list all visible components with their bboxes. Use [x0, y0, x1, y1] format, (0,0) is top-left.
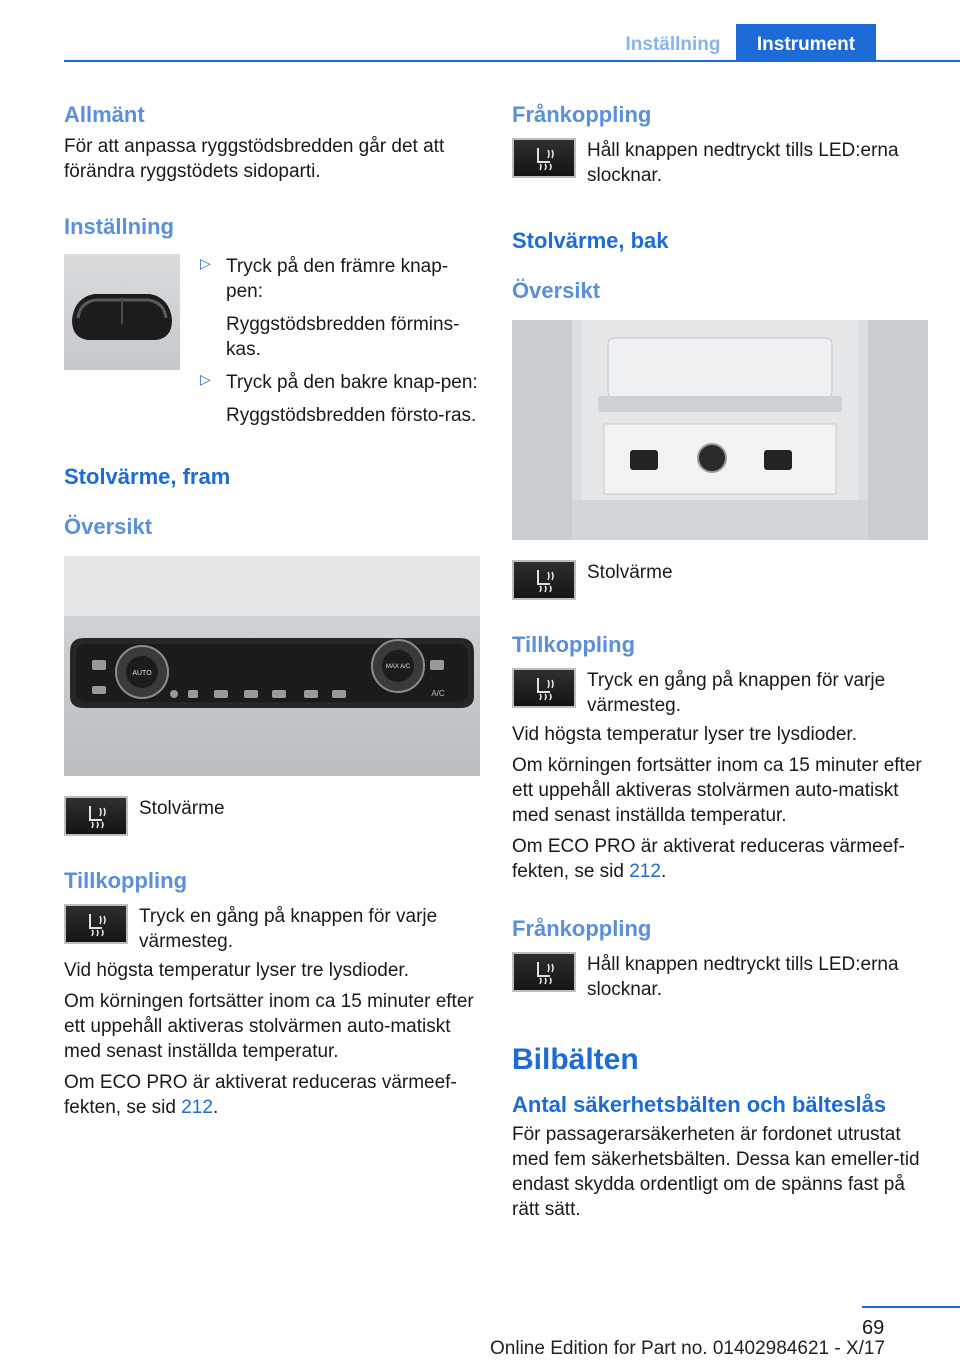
front-tillkoppling-row — [64, 904, 480, 954]
belts-subheading: Antal säkerhetsbälten och bälteslås — [512, 1092, 887, 1117]
belts-heading: Bilbälten — [512, 1043, 639, 1076]
rear-console-icon — [512, 320, 928, 540]
rear-frankoppling-row — [512, 952, 928, 1002]
left-column — [64, 100, 480, 1120]
list-item: ▷ Tryck på den främre knap-pen: Ryggstödsbredden förmins-kas. — [200, 254, 480, 362]
seat-heating-button-icon — [512, 560, 576, 600]
svg-text:AUTO: AUTO — [132, 670, 152, 677]
front-heating-heading: Stolvärme, fram — [64, 464, 231, 489]
climate-panel-icon — [64, 556, 480, 776]
rear-heating-heading: Stolvärme, bak — [512, 228, 669, 253]
front-p3: Om ECO PRO är aktiverat reduceras värmeef-fekten, se sid 212. — [64, 1072, 457, 1118]
frankoppling-row — [512, 138, 928, 188]
allmant-text: För att anpassa ryggstödsbredden går det att förändra ryggstödets sidoparti. — [64, 136, 445, 182]
seat-heating-button-icon — [64, 796, 128, 836]
backrest-button-icon — [64, 254, 180, 370]
frankoppling-heading: Frånkoppling — [512, 102, 652, 127]
rear-icon-caption: Stolvärme — [587, 562, 673, 583]
seat-heating-button-icon — [512, 668, 576, 708]
front-oversikt-heading: Översikt — [64, 514, 153, 539]
page-header — [0, 0, 960, 62]
belts-text: För passagerarsäkerheten är fordonet utrustat med fem säkerhetsbälten. Dessa kan emeller-tid endast skydda ordentligt om de spänns fast på rätt sätt. — [512, 1124, 920, 1220]
rear-frankoppling-text: Håll knappen nedtryckt tills LED:erna slocknar. — [587, 954, 899, 1000]
list-item: ▷ Tryck på den bakre knap-pen: Ryggstödsbredden försto-ras. — [200, 370, 480, 428]
svg-text:MAX A/C: MAX A/C — [385, 664, 411, 670]
rear-p3: Om ECO PRO är aktiverat reduceras värmeef-fekten, se sid 212. — [512, 836, 905, 882]
svg-text:A/C: A/C — [431, 689, 445, 698]
front-tillkoppling-text: Tryck en gång på knappen för varje värmesteg. — [139, 906, 438, 952]
installning-heading: Inställning — [64, 214, 174, 239]
rear-p2: Om körningen fortsätter inom ca 15 minuter efter ett uppehåll aktiveras stolvärmen auto-matiskt med senast inställda temperatur. — [512, 755, 922, 826]
rear-oversikt-heading: Översikt — [512, 278, 601, 303]
backrest-button-photo — [64, 254, 180, 370]
edition-note: Online Edition for Part no. 01402984621 - X/17 — [490, 1338, 886, 1359]
front-climate-panel-photo — [64, 556, 480, 776]
footer-rule — [862, 1306, 960, 1308]
rear-tillkoppling-text: Tryck en gång på knappen för varje värmesteg. — [587, 670, 886, 716]
page-link[interactable]: 212 — [181, 1097, 213, 1118]
seat-heating-button-icon — [512, 138, 576, 178]
front-icon-caption-row — [64, 796, 480, 836]
front-tillkoppling-heading: Tillkoppling — [64, 868, 188, 893]
rear-console-photo — [512, 320, 928, 540]
rear-frankoppling-heading: Frånkoppling — [512, 916, 652, 941]
front-p2: Om körningen fortsätter inom ca 15 minuter efter ett uppehåll aktiveras stolvärmen auto-matiskt med senast inställda temperatur. — [64, 991, 474, 1062]
right-column — [512, 100, 928, 1222]
section-tab[interactable]: Inställning — [625, 34, 721, 55]
rear-tillkoppling-heading: Tillkoppling — [512, 632, 636, 657]
rear-tillkoppling-row — [512, 668, 928, 718]
rear-p1: Vid högsta temperatur lyser tre lysdioder. — [512, 724, 857, 745]
frankoppling-text: Håll knappen nedtryckt tills LED:erna slocknar. — [587, 140, 899, 186]
page-number: 69 — [862, 1317, 885, 1339]
seat-heating-button-icon — [512, 952, 576, 992]
installning-list — [200, 254, 480, 428]
front-icon-caption: Stolvärme — [139, 798, 225, 819]
installning-block — [64, 254, 480, 428]
chapter-tab[interactable]: Instrument — [736, 24, 876, 62]
page-link[interactable]: 212 — [629, 861, 661, 882]
allmant-heading: Allmänt — [64, 102, 145, 127]
rear-icon-caption-row — [512, 560, 928, 600]
header-rule — [64, 60, 960, 62]
seat-heating-button-icon — [64, 904, 128, 944]
front-p1: Vid högsta temperatur lyser tre lysdioder. — [64, 960, 409, 981]
